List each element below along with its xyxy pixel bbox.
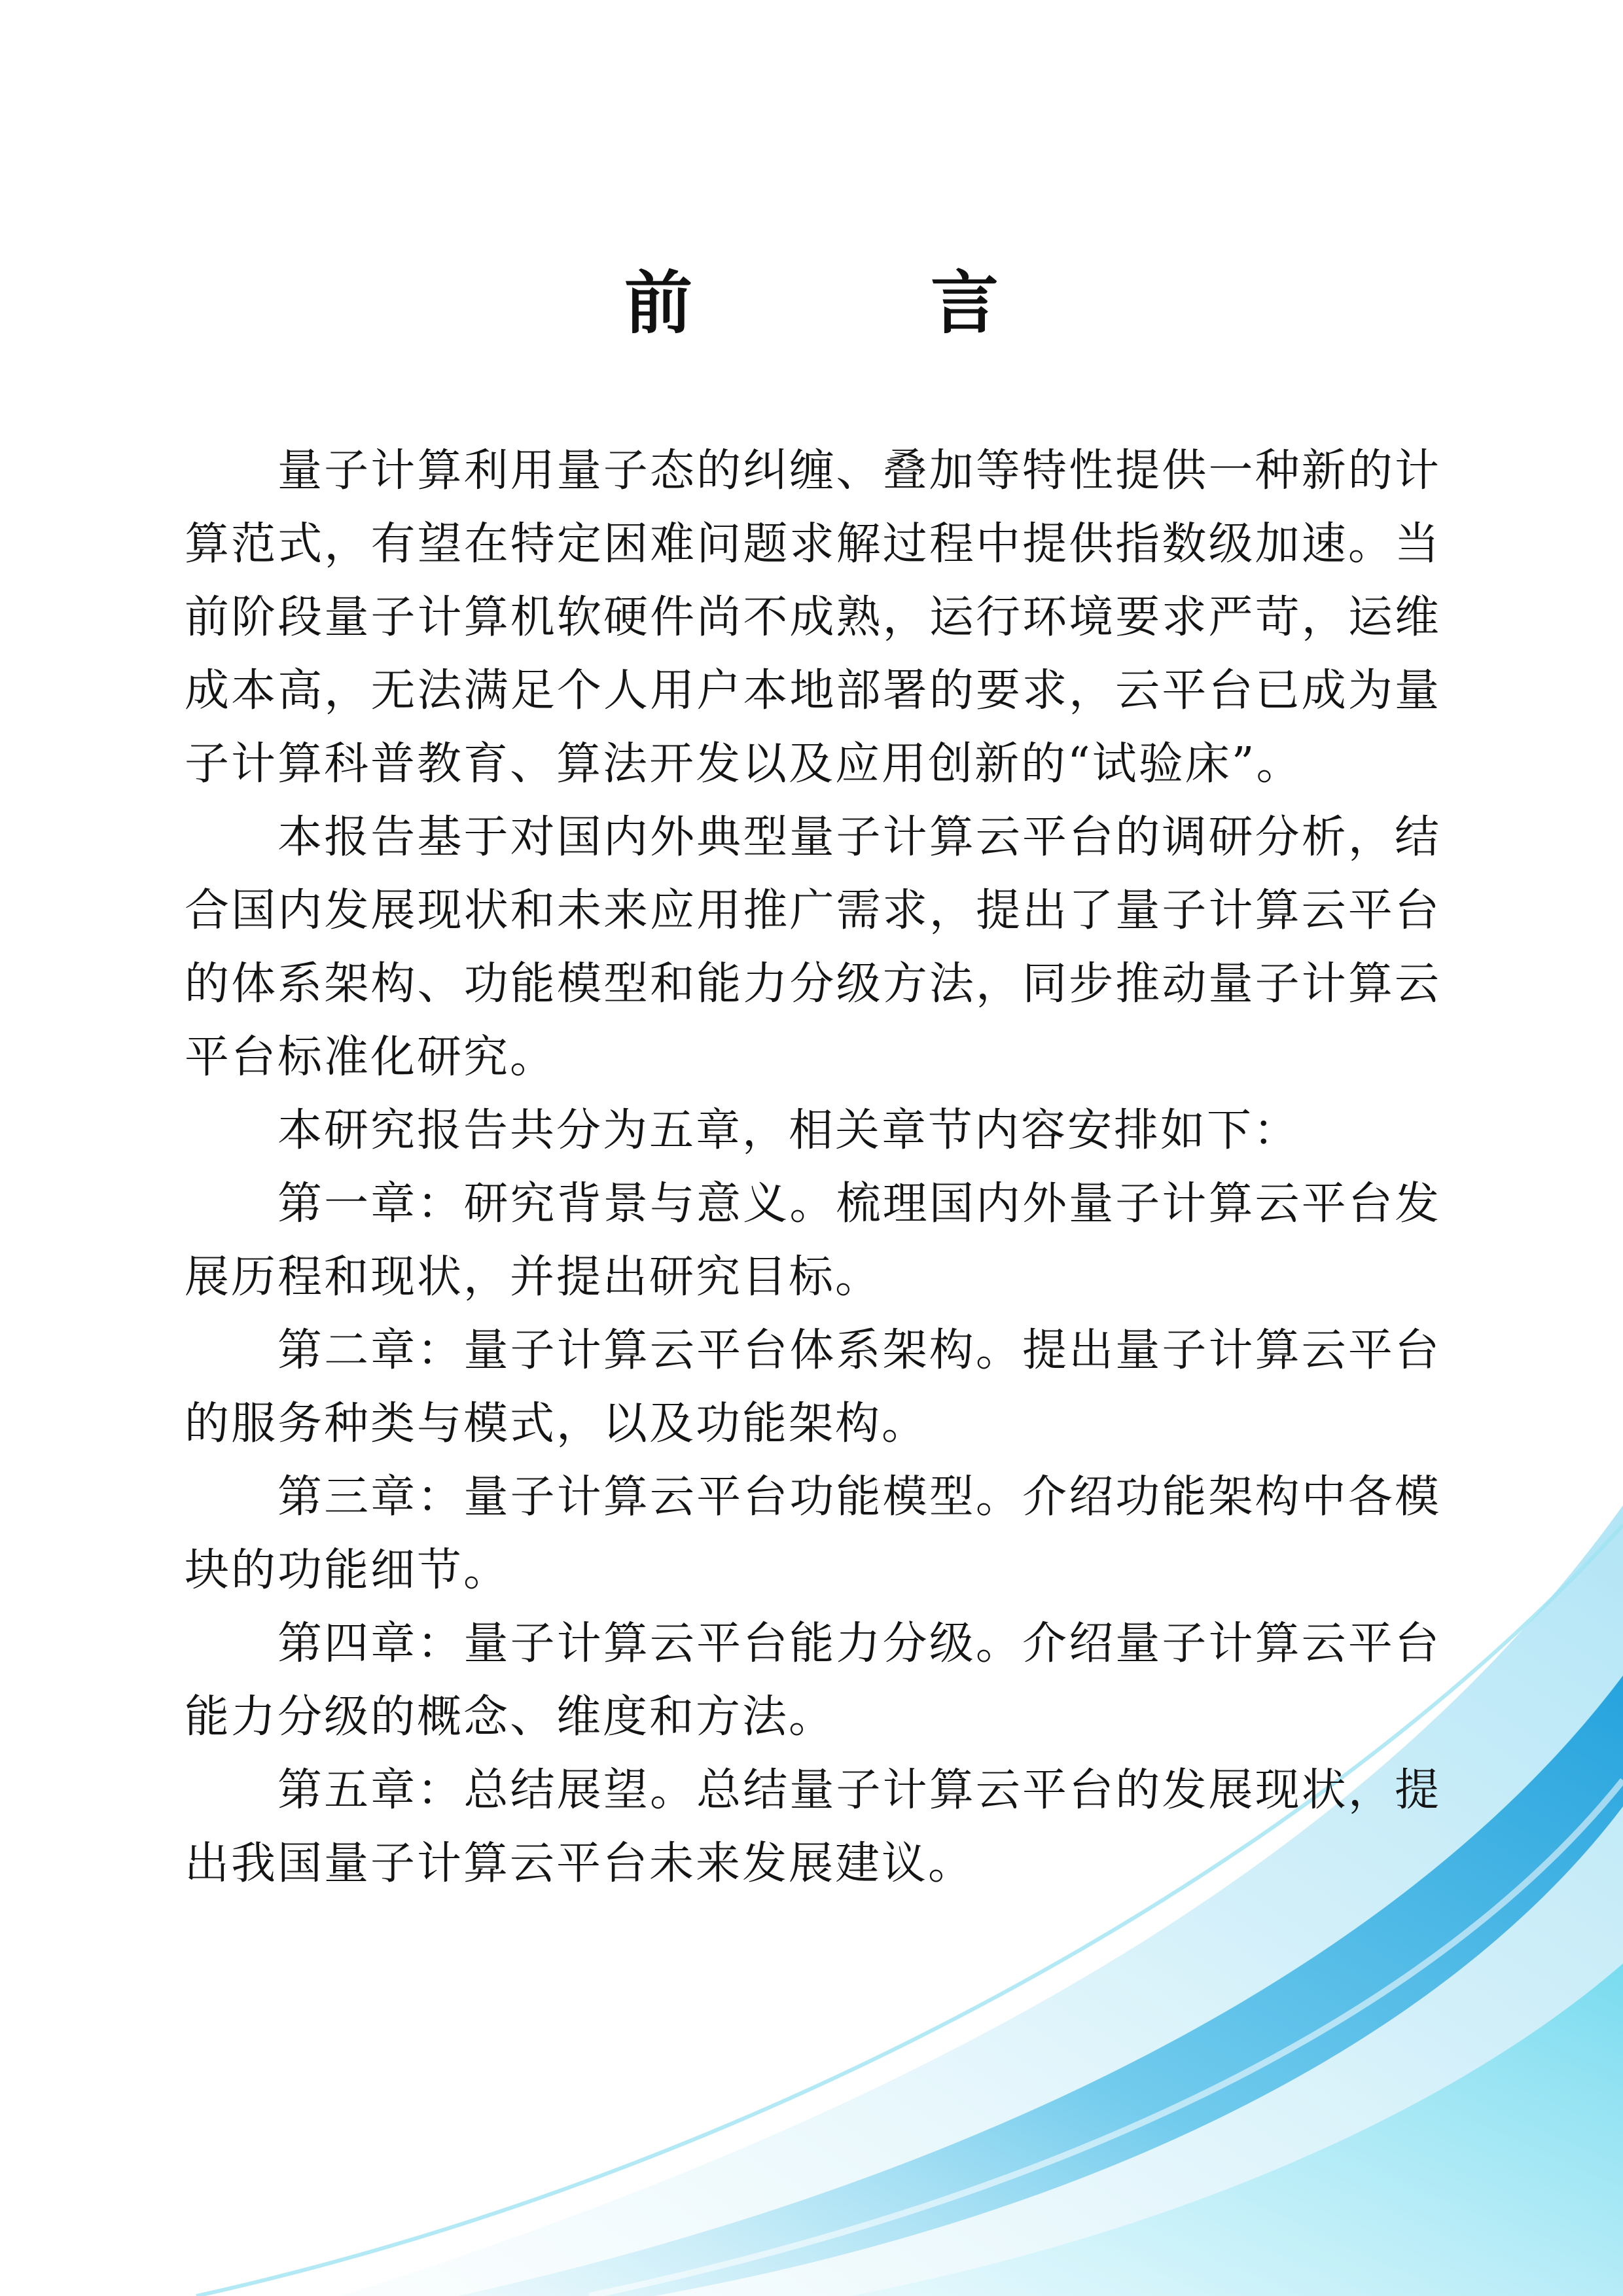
preface-body [185, 435, 1441, 1901]
paragraph-chapter-3: 第三章：量子计算云平台功能模型。介绍功能架构中各模块的功能细节。 [185, 1471, 1441, 1596]
page-title: 前 言 [624, 263, 1084, 343]
paragraph-chapter-5: 第五章：总结展望。总结量子计算云平台的发展现状，提出我国量子计算云平台未来发展建议。 [185, 1765, 1441, 1890]
paragraph-intro: 量子计算利用量子态的纠缠、叠加等特性提供一种新的计算范式，有望在特定困难问题求解过程中提供指数级加速。当前阶段量子计算机软硬件尚不成熟，运行环境要求严苛，运维成本高，无法满足个人用户本地部署的要求，云平台已成为量子计算科普教育、算法开发以及应用创新的“试验床”。 [185, 445, 1441, 790]
paragraph-chapter-4: 第四章：量子计算云平台能力分级。介绍量子计算云平台能力分级的概念、维度和方法。 [185, 1618, 1441, 1743]
paragraph-structure: 本研究报告共分为五章，相关章节内容安排如下： [277, 1105, 1300, 1157]
paragraph-chapter-1: 第一章：研究背景与意义。梳理国内外量子计算云平台发展历程和现状，并提出研究目标。 [185, 1178, 1441, 1303]
paragraph-report-basis: 本报告基于对国内外典型量子计算云平台的调研分析，结合国内发展现状和未来应用推广需求，提出了量子计算云平台的体系架构、功能模型和能力分级方法，同步推动量子计算云平台标准化研究。 [185, 812, 1441, 1083]
paragraph-chapter-2: 第二章：量子计算云平台体系架构。提出量子计算云平台的服务种类与模式，以及功能架构。 [185, 1325, 1441, 1450]
